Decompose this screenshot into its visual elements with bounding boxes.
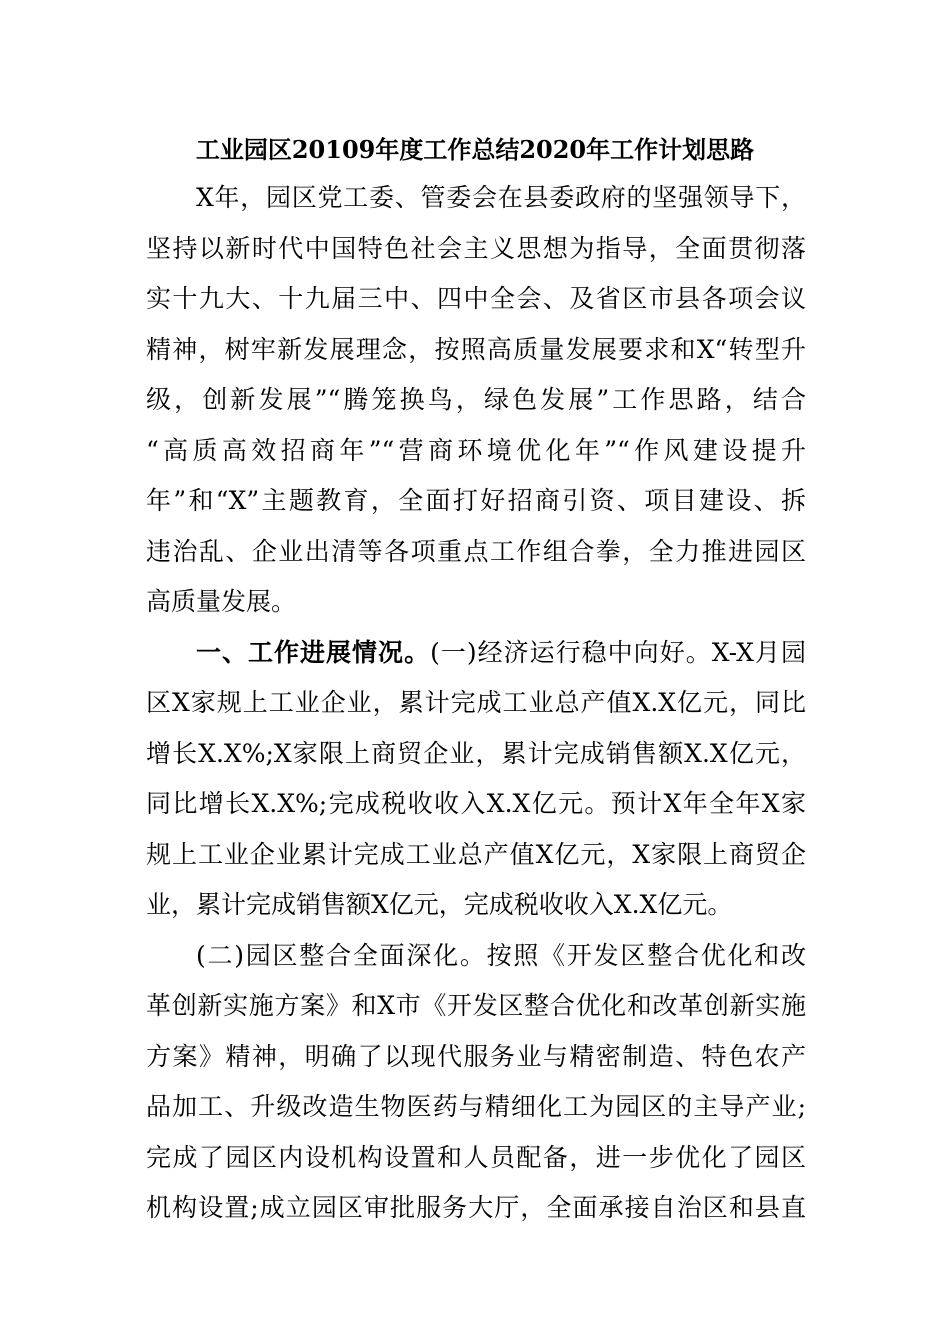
paragraph-3-line-6: 机构设置;成立园区审批服务大厅，全面承接自治区和县直 [146, 1193, 806, 1222]
paragraph-1-line-8: 违治乱、企业出清等各项重点工作组合拳，全力推进园区 [146, 536, 806, 566]
paragraph-3-line-3: 方案》精神，明确了以现代服务业与精密制造、特色农产 [146, 1041, 806, 1071]
paragraph-2-line-4: 同比增长X.X%;完成税收收入X.X亿元。预计X年全年X家 [146, 789, 806, 818]
paragraph-2-line-5: 规上工业企业累计完成工业总产值X亿元，X家限上商贸企 [146, 839, 806, 869]
paragraph-2-line-2: 区X家规上工业企业，累计完成工业总产值X.X亿元，同比 [146, 688, 806, 717]
document-body [146, 173, 806, 1234]
paragraph-1-line-3: 实十九大、十九届三中、四中全会、及省区市县各项会议 [146, 284, 806, 313]
paragraph-3-line-5: 完成了园区内设机构设置和人员配备，进一步优化了园区 [146, 1142, 806, 1172]
paragraph-2-line-1-rest: (一)经济运行稳中向好。X-X月园 [430, 637, 806, 667]
paragraph-1-line-7: 年”和“X”主题教育，全面打好招商引资、项目建设、拆 [146, 486, 806, 515]
paragraph-1-line-2: 坚持以新时代中国特色社会主义思想为指导，全面贯彻落 [146, 233, 806, 263]
paragraph-3-line-4: 品加工、升级改造生物医药与精细化工为园区的主导产业; [146, 1092, 806, 1121]
paragraph-1-line-5: 级，创新发展”“腾笼换鸟，绿色发展”工作思路，结合 [146, 385, 806, 414]
paragraph-2-line-6: 业，累计完成销售额X亿元，完成税收收入X.X亿元。 [146, 890, 733, 919]
section-heading: 一、工作进展情况。 [196, 637, 431, 667]
document-title: 工业园区20109年度工作总结2020年工作计划思路 [195, 135, 755, 164]
paragraph-1-line-6: “高质高效招商年”“营商环境优化年”“作风建设提升 [146, 435, 806, 465]
paragraph-3-line-1: (二)园区整合全面深化。按照《开发区整合优化和改 [196, 940, 806, 970]
paragraph-1-line-4: 精神，树牢新发展理念，按照高质量发展要求和X“转型升 [146, 334, 806, 364]
paragraph-2-line-3: 增长X.X%;X家限上商贸企业，累计完成销售额X.X亿元， [146, 738, 806, 768]
paragraph-1-line-9: 高质量发展。 [146, 587, 297, 616]
paragraph-2-line-1 [146, 628, 806, 679]
paragraph-3-line-2: 革创新实施方案》和X市《开发区整合优化和改革创新实施 [146, 991, 806, 1020]
paragraph-1-line-1: X年，园区党工委、管委会在县委政府的坚强领导下， [196, 183, 806, 212]
